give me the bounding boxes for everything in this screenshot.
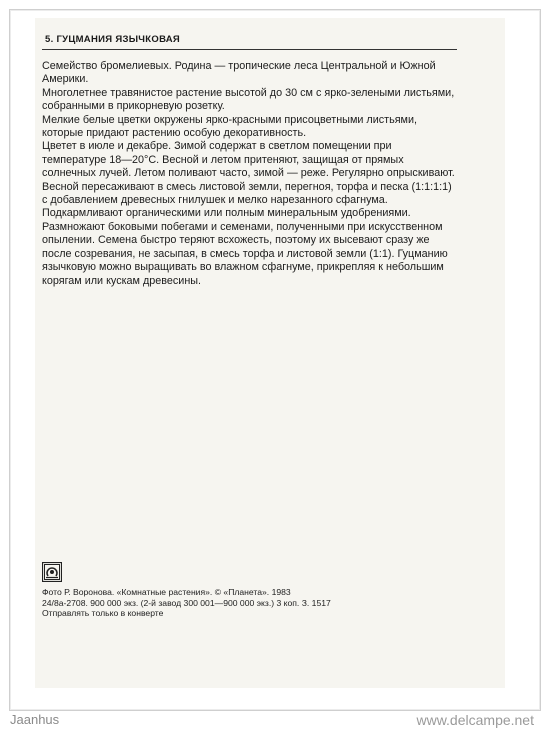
credits-photo-line: Фото Р. Воронова. «Комнатные растения». © «Планета». 1983 [42, 587, 291, 597]
watermark-site: www.delcampe.net [416, 712, 534, 728]
header [42, 34, 457, 50]
paragraph-propagation: Размножают боковыми побегами и семенами, полученными при искусственном опылении. Семена быстро теряют всхожесть, поэтому их высевают сразу же после созревания, не засыпая, в смесь торфа и листовой земли (1:1). Гуцманию язычковую можно выращивать во влажном сфагнуме, прикрепляя к небольшим корягам или кускам древесины. [42, 220, 448, 287]
credits-print-line: 24/8а-2708. 900 000 экз. (2-й завод 300 001—900 000 экз.) 3 коп. З. 1517 [42, 597, 331, 608]
credits-mailing-note: Отправлять только в конверте [42, 608, 164, 618]
paragraph-description: Многолетнее травянистое растение высотой до 30 см с ярко-зелеными листьями, собранными в прикорневую розетку. [42, 86, 455, 113]
page-title: 5. ГУЦМАНИЯ ЯЗЫЧКОВАЯ [45, 34, 181, 45]
publication-credits [42, 587, 462, 619]
paragraph-family: Семейство бромелиевых. Родина — тропические леса Центральной и Южной Америки. [42, 60, 436, 86]
description-text [42, 60, 456, 288]
title-divider [42, 49, 457, 50]
paragraph-care: Цветет в июле и декабре. Зимой содержат в светлом помещении при температуре 18—20°С. Весной и летом притеняют, защищая от прямых солнечных лучей. Летом поливают часто, зимой — реже. Регулярно опрыскивают. Весной пересаживают в смесь листовой земли, перегноя, торфа и песка (1:1:1:1) с добавлением древесных гнилушек и мелко нарезанного сфагнума. Подкармливают органическими или полным минеральным удобрениями. [42, 140, 455, 220]
planeta-publisher-logo-icon [42, 562, 62, 582]
watermark-seller: Jaanhus [10, 712, 60, 727]
paragraph-flowers: Мелкие белые цветки окружены ярко-красными присоцветными листьями, которые придают растению особую декоративность. [42, 113, 417, 140]
